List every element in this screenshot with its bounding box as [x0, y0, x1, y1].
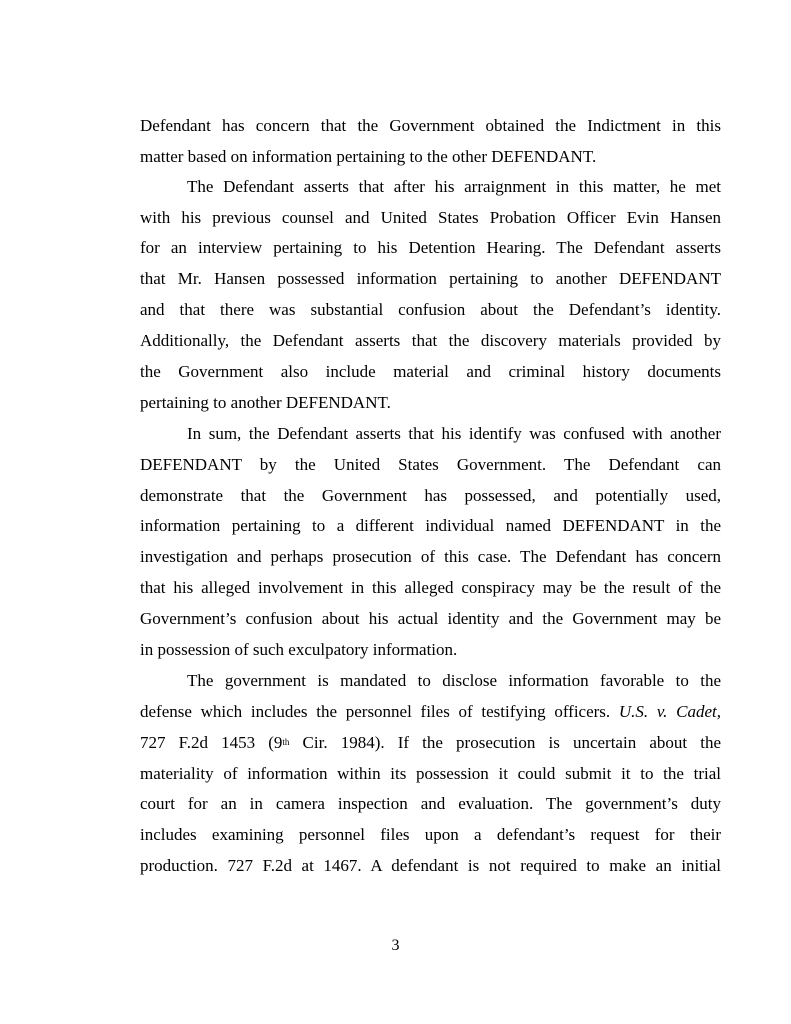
- paragraph-4-line-3-start: 727 F.2d 1453 (9: [140, 733, 283, 752]
- paragraph-3-line-6: that his alleged involvement in this alleged conspiracy may be the result of the: [140, 578, 721, 597]
- page-number: 3: [391, 937, 400, 954]
- paragraph-4-line-6: includes examining personnel files upon a defendant’s request for their: [140, 825, 721, 844]
- paragraph-2-line-2: with his previous counsel and United States Probation Officer Evin Hansen: [140, 208, 721, 227]
- paragraph-3-line-2: DEFENDANT by the United States Government. The Defendant can: [140, 455, 721, 474]
- paragraph-4-line-5: court for an in camera inspection and evaluation. The government’s duty: [140, 794, 721, 813]
- paragraph-2-line-1: The Defendant asserts that after his arraignment in this matter, he met: [187, 177, 721, 196]
- paragraph-4-line-3-end: Cir. 1984). If the prosecution is uncertain about the: [289, 733, 721, 752]
- paragraph-3-line-8: in possession of such exculpatory information.: [140, 640, 458, 659]
- paragraph-3-line-7: Government’s confusion about his actual identity and the Government may be: [140, 609, 721, 628]
- paragraph-2-line-4: that Mr. Hansen possessed information pertaining to another DEFENDANT: [140, 269, 721, 288]
- paragraph-4-line-7: production. 727 F.2d at 1467. A defendant is not required to make an initial: [140, 856, 721, 875]
- paragraph-3-line-1: In sum, the Defendant asserts that his identify was confused with another: [187, 424, 721, 443]
- paragraph-1-line-1: Defendant has concern that the Government obtained the Indictment in this: [140, 116, 721, 135]
- paragraph-4-line-3: [140, 727, 721, 758]
- paragraph-3-line-3: demonstrate that the Government has possessed, and potentially used,: [140, 486, 721, 505]
- paragraph-4-line-2: [140, 696, 721, 727]
- ordinal-superscript: th: [282, 737, 290, 747]
- paragraph-1-line-2: matter based on information pertaining to the other DEFENDANT.: [140, 147, 597, 166]
- paragraph-2-line-7: the Government also include material and criminal history documents: [140, 362, 721, 381]
- paragraph-4-line-2-text: defense which includes the personnel files of testifying officers.: [140, 702, 611, 721]
- paragraph-3-line-5: investigation and perhaps prosecution of this case. The Defendant has concern: [140, 547, 721, 566]
- case-citation: U.S. v. Cadet,: [618, 702, 722, 721]
- paragraph-4-line-4: materiality of information within its possession it could submit it to the trial: [140, 764, 721, 783]
- paragraph-3-line-4: information pertaining to a different individual named DEFENDANT in the: [140, 516, 721, 535]
- paragraph-4-line-1: The government is mandated to disclose information favorable to the: [187, 671, 721, 690]
- paragraph-2-line-3: for an interview pertaining to his Detention Hearing. The Defendant asserts: [140, 238, 721, 257]
- paragraph-2-line-6: Additionally, the Defendant asserts that the discovery materials provided by: [140, 331, 721, 350]
- paragraph-2-line-5: and that there was substantial confusion about the Defendant’s identity.: [140, 300, 721, 319]
- paragraph-2-line-8: pertaining to another DEFENDANT.: [140, 393, 391, 412]
